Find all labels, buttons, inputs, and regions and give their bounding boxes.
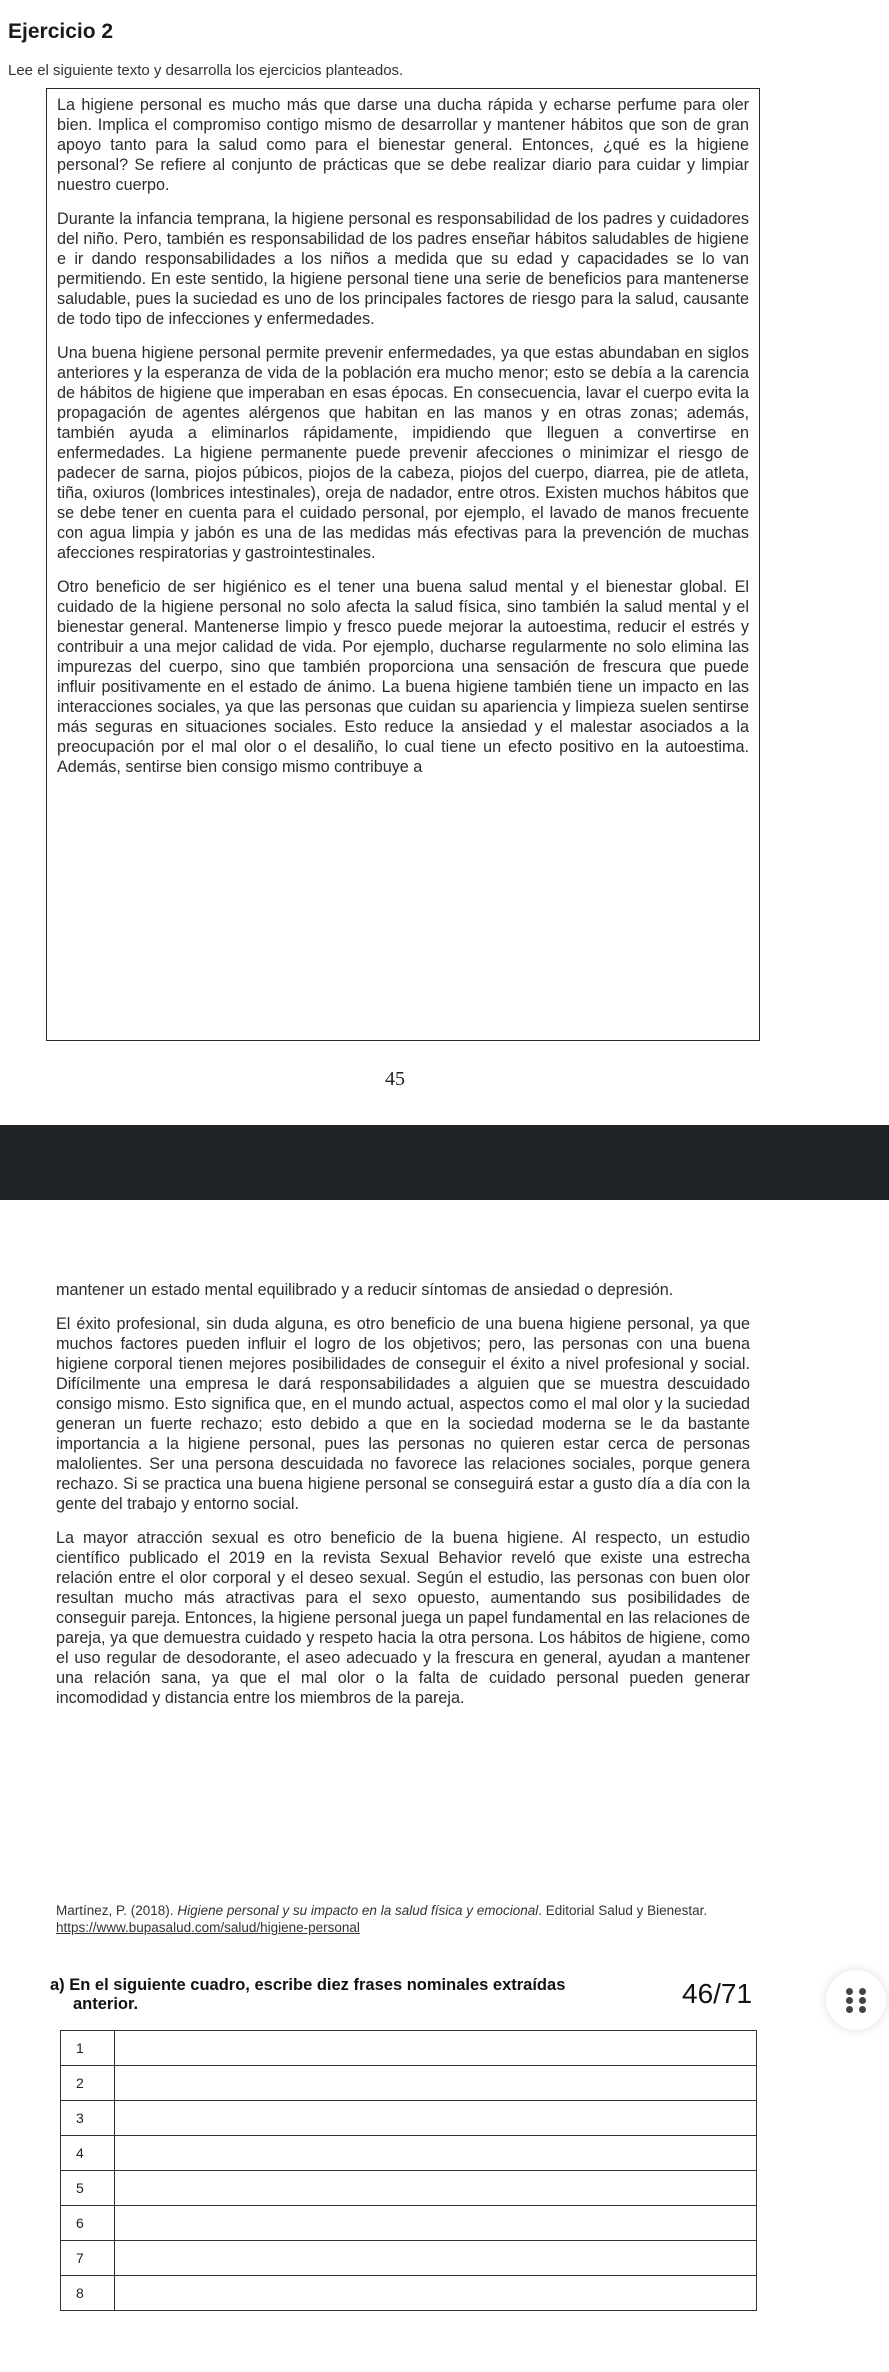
answer-cell[interactable] [115,2241,757,2276]
question-text: a) En el siguiente cuadro, escribe diez frases nominales extraídas [50,1976,566,1994]
source-citation [56,1902,756,1936]
table-row [61,2031,757,2066]
reading-text-continuation [46,1280,760,1930]
page-number: 45 [385,1068,405,1090]
table-row [61,2066,757,2101]
page-indicator: 46/71 [682,1978,753,2009]
row-number: 7 [61,2241,115,2276]
citation-link[interactable]: https://www.bupasalud.com/salud/higiene-personal [56,1920,360,1935]
question-a [50,1976,690,2014]
paragraph: mantener un estado mental equilibrado y a reducir síntomas de ansiedad o depresión. [56,1281,674,1299]
reading-text-box [46,88,760,1041]
table-row [61,2276,757,2311]
row-number: 5 [61,2171,115,2206]
row-number: 4 [61,2136,115,2171]
table-row [61,2171,757,2206]
citation-publisher: . Editorial Salud y Bienestar. [538,1903,708,1918]
answer-cell[interactable] [115,2031,757,2066]
paragraph: Durante la infancia temprana, la higiene personal es responsabilidad de los padres y cuidadores del niño. Pero, también es responsabilidad de los padres enseñar hábitos saludables de higiene e ir dando responsabilidades a los niños a medida que su edad y capacidades se lo van permitiendo. En este sentido, la higiene personal tiene una serie de beneficios para mantenerse saludable, pues la suciedad es uno de los principales factores de riesgo para la salud, causante de todo tipo de infecciones y enfermedades. [57,210,749,328]
row-number: 6 [61,2206,115,2241]
paragraph: Una buena higiene personal permite prevenir enfermedades, ya que estas abundaban en siglos anteriores y la esperanza de vida de la población era mucho menor; esto se debía a la carencia de hábitos de higiene que imperaban en esas épocas. En consecuencia, lavar el cuerpo evita la propagación de agentes alérgenos que habitan en las manos y en otras zonas; además, también ayuda a eliminarlos rápidamente, impidiendo que lleguen a convertirse en enfermedades. La higiene permanente puede prevenir afecciones o minimizar el riesgo de padecer de sarna, piojos púbicos, piojos de la cabeza, piojos del cuerpo, diarrea, pie de atleta, tiña, oxiuros (lombrices intestinales), oreja de nadador, entre otros. Existen muchos hábitos que se debe tener en cuenta para el cuidado personal, por ejemplo, el lavado de manos frecuente con agua limpia y jabón es una de las medidas más efectivas para la prevención de muchas afecciones respiratorias y gastrointestinales. [57,344,749,562]
citation-title: Higiene personal y su impacto en la salud física y emocional [177,1903,539,1918]
table-row [61,2101,757,2136]
answer-table [60,2030,757,2311]
answer-cell[interactable] [115,2136,757,2171]
answer-cell[interactable] [115,2171,757,2206]
paragraph: La higiene personal es mucho más que darse una ducha rápida y echarse perfume para oler bien. Implica el compromiso contigo mismo de desarrollar y mantener hábitos que son de gran apoyo tanto para la salud como para el bienestar general. Entonces, ¿qué es la higiene personal? Se refiere al conjunto de prácticas que se debe realizar diario para cuidar y limpiar nuestro cuerpo. [57,96,749,194]
exercise-instructions: Lee el siguiente texto y desarrolla los ejercicios planteados. [8,62,404,79]
row-number: 3 [61,2101,115,2136]
table-row [61,2206,757,2241]
row-number: 8 [61,2276,115,2311]
citation-author: Martínez, P. (2018). [56,1903,174,1918]
row-number: 1 [61,2031,115,2066]
answer-cell[interactable] [115,2101,757,2136]
document-page-45 [0,0,889,1125]
question-text-continuation: anterior. [73,1995,139,2013]
answer-cell[interactable] [115,2066,757,2101]
drag-handle-icon[interactable] [826,1970,886,2030]
exercise-title: Ejercicio 2 [8,20,114,43]
table-row [61,2136,757,2171]
row-number: 2 [61,2066,115,2101]
paragraph: Otro beneficio de ser higiénico es el tener una buena salud mental y el bienestar global. El cuidado de la higiene personal no solo afecta la salud física, sino también la salud mental y el bienestar general. Mantenerse limpio y fresco puede mejorar la autoestima, reducir el estrés y contribuir a una mejor calidad de vida. Por ejemplo, ducharse regularmente no solo elimina las impurezas del cuerpo, sino que también proporciona una sensación de frescura que puede influir positivamente en el estado de ánimo. La buena higiene también tiene un impacto en las interacciones sociales, ya que las personas que cuidan su apariencia y limpieza suelen sentirse más seguras en situaciones sociales. Esto reduce la ansiedad y el malestar asociados a la preocupación por el mal olor o el desaliño, lo cual tiene un efecto positivo en la autoestima. Además, sentirse bien consigo mismo contribuye a [57,578,749,776]
page-separator [0,1125,889,1200]
answer-cell[interactable] [115,2206,757,2241]
document-page-46 [0,1200,889,2372]
paragraph: La mayor atracción sexual es otro beneficio de la buena higiene. Al respecto, un estudio científico publicado el 2019 en la revista Sexual Behavior reveló que existe una estrecha relación entre el olor corporal y el deseo sexual. Según el estudio, las personas con buen olor resultan mucho más atractivas para el sexo opuesto, aumentando sus posibilidades de conseguir pareja. Entonces, la higiene personal juega un papel fundamental en las relaciones de pareja, ya que demuestra cuidado y respeto hacia la otra persona. Los hábitos de higiene, como el uso regular de desodorante, el aseo adecuado y la frescura en general, ayudan a mantener una relación sana, ya que el mal olor o la falta de cuidado personal pueden generar incomodidad y distancia entre los miembros de la pareja. [56,1529,750,1707]
table-row [61,2241,757,2276]
paragraph: El éxito profesional, sin duda alguna, es otro beneficio de una buena higiene personal, ya que muchos factores pueden influir el logro de los objetivos; pero, las personas con una buena higiene corporal tienen mejores posibilidades de conseguir el éxito a nivel profesional y social. Difícilmente una empresa le dará responsabilidades a alguien que se muestra descuidado consigo mismo. Esto significa que, en el mundo actual, aspectos como el mal olor y la suciedad generan un fuerte rechazo; esto debido a que en la sociedad moderna se le da bastante importancia a la higiene personal, pues las personas no quieren estar cerca de personas malolientes. Ser una persona descuidada no favorece las relaciones sociales, porque genera rechazo. Si se practica una buena higiene personal se conseguirá estar a gusto día a día con la gente del trabajo y entorno social. [56,1315,750,1513]
answer-cell[interactable] [115,2276,757,2311]
